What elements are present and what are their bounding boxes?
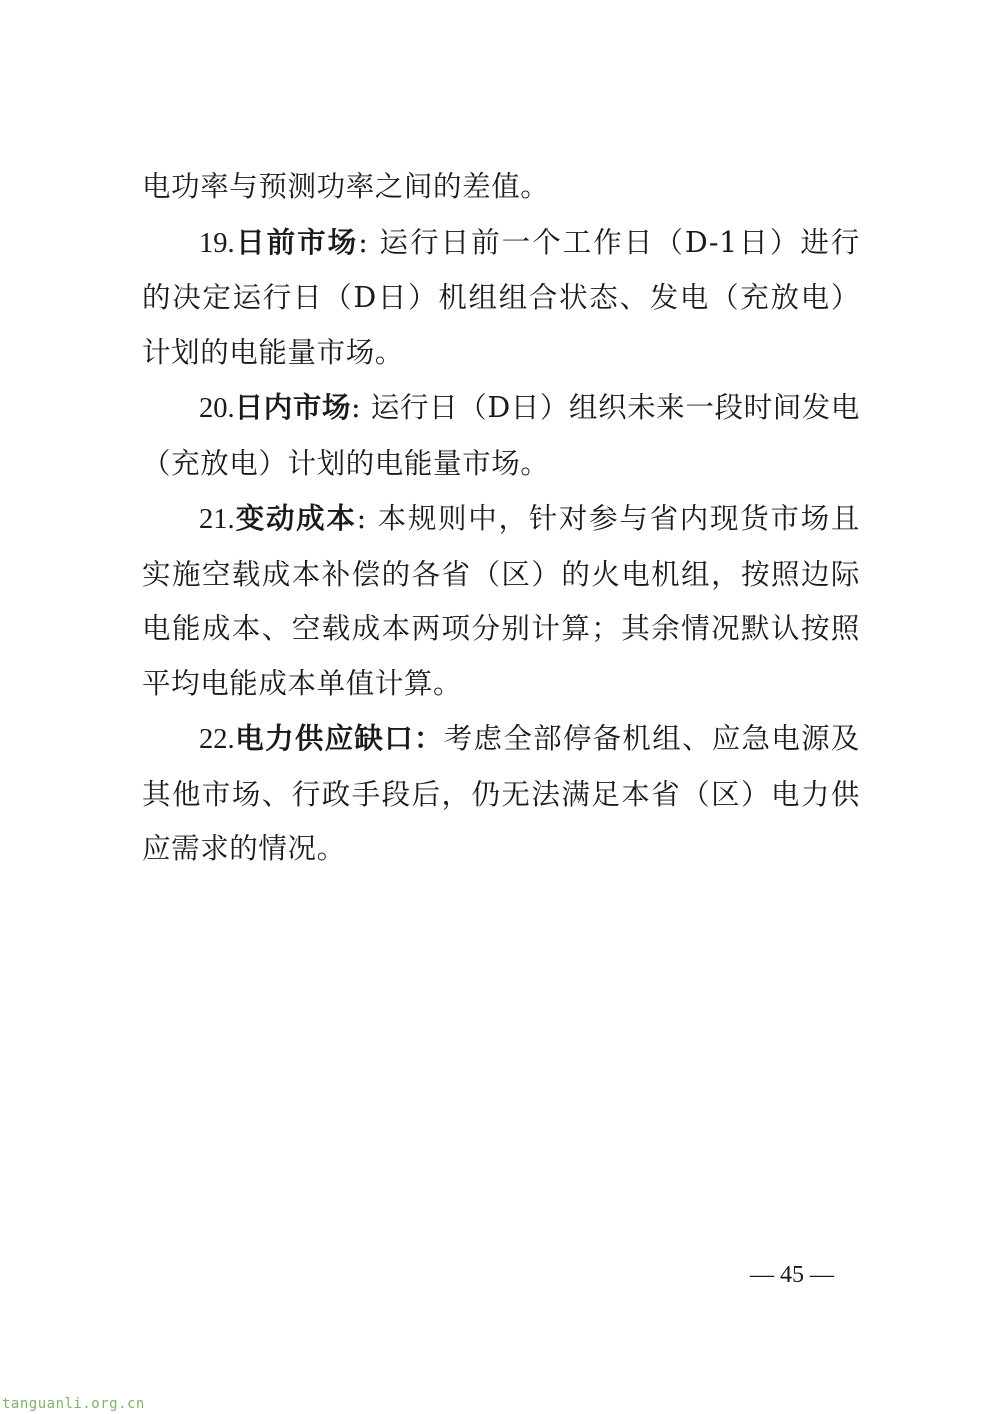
paragraph-continuation — [142, 160, 860, 215]
definition-separator: : — [356, 502, 378, 535]
definition-term: 日内市场 — [234, 390, 352, 424]
definition-19 — [142, 215, 860, 381]
definition-text: 运行日前一个工作日（D-1日）进行的决定运行日（D日）机组组合状态、发电（充放电）计划的电能量市场。 — [142, 225, 860, 369]
definition-separator: : — [351, 391, 371, 424]
definition-20 — [142, 380, 860, 491]
definition-number: 20. — [199, 393, 235, 424]
definition-number: 19. — [199, 227, 235, 259]
definition-separator: ： — [413, 721, 444, 755]
definition-term: 日前市场 — [234, 224, 359, 259]
definition-number: 22. — [199, 724, 235, 755]
definition-21 — [142, 491, 860, 711]
definition-text: 本规则中，针对参与省内现货市场且实施空载成本补偿的各省（区）的火电机组，按照边际电能成本、空载成本两项分别计算；其余情况默认按照平均电能成本单值计算。 — [142, 502, 860, 700]
definition-separator: : — [358, 225, 380, 259]
page-number: — 45 — — [750, 1262, 834, 1288]
definition-term: 变动成本 — [234, 501, 357, 535]
definition-term: 电力供应缺口 — [234, 721, 414, 755]
definition-text: 运行日（D日）组织未来一段时间发电（充放电）计划的电能量市场。 — [142, 391, 860, 480]
paragraph-text: 电功率与预测功率之间的差值。 — [142, 170, 550, 203]
definition-text: 考虑全部停备机组、应急电源及其他市场、行政手段后，仍无法满足本省（区）电力供应需求的情况。 — [142, 722, 860, 865]
watermark: tanguanli.org.cn — [2, 1396, 145, 1412]
document-body — [142, 160, 860, 877]
definition-number: 21. — [199, 504, 235, 535]
definition-22 — [142, 711, 860, 877]
